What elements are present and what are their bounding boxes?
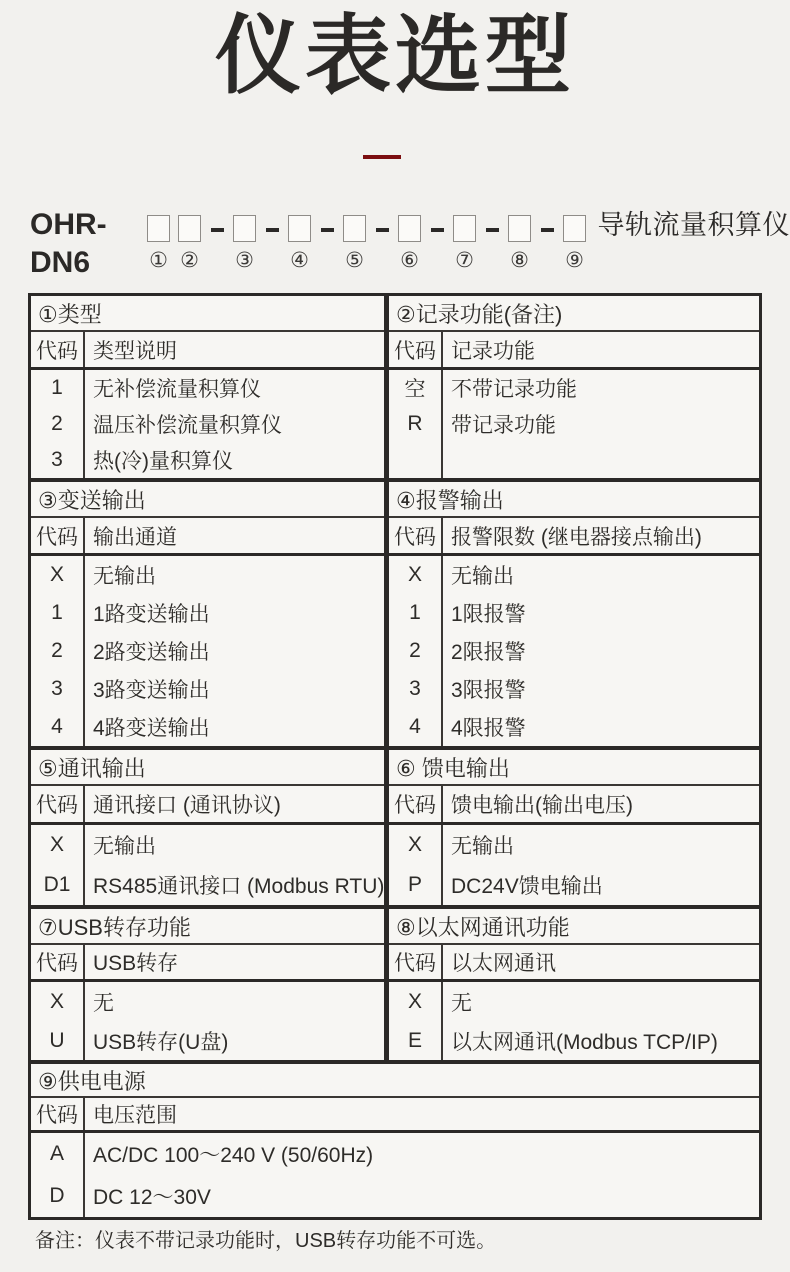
section-title: ⑥ 馈电输出 <box>389 750 759 786</box>
desc-cell: DC24V馈电输出 <box>451 875 603 898</box>
desc-header-cell: 类型说明 <box>93 339 177 363</box>
section-header-row <box>31 1098 759 1133</box>
code-cell: E <box>407 1028 422 1052</box>
desc-cell: 以太网通讯(Modbus TCP/IP) <box>451 1030 718 1054</box>
section-title: ①类型 <box>31 296 384 332</box>
model-slot-5 <box>342 206 368 272</box>
desc-cell: 温压补偿流量积算仪 <box>93 414 282 437</box>
model-dash <box>266 228 279 232</box>
section-2 <box>389 296 759 478</box>
section-5 <box>31 750 384 905</box>
code-cell: 空 <box>404 378 426 401</box>
desc-cell: 无 <box>93 991 114 1015</box>
model-slot-8 <box>507 206 533 272</box>
code-cell: 1 <box>409 601 421 624</box>
desc-header-cell: 电压范围 <box>93 1104 177 1127</box>
section-body <box>31 556 384 746</box>
model-position-number: ③ <box>235 249 254 272</box>
code-cell: 2 <box>51 412 63 435</box>
model-position-number: ① <box>149 249 168 272</box>
desc-cell: 无输出 <box>93 565 156 588</box>
section-body <box>389 370 759 478</box>
model-slot-9 <box>562 206 588 272</box>
desc-cell: 3路变送输出 <box>93 679 210 702</box>
desc-cell: 3限报警 <box>451 679 526 702</box>
model-code-box <box>343 215 366 242</box>
selection-table <box>28 293 762 1220</box>
desc-column <box>443 556 759 746</box>
page-title: 仪表选型 <box>215 8 575 104</box>
section-7 <box>31 909 384 1060</box>
code-header-cell: 代码 <box>31 1098 85 1130</box>
desc-cell: AC/DC 100～240 V (50/60Hz) <box>93 1144 374 1167</box>
code-column <box>31 556 85 746</box>
section-body <box>31 825 384 905</box>
code-column <box>389 982 443 1060</box>
model-slot-2 <box>177 206 203 272</box>
section-8 <box>389 909 759 1060</box>
section-body <box>389 982 759 1060</box>
code-column <box>389 556 443 746</box>
code-cell: A <box>49 1142 64 1165</box>
section-body <box>389 825 759 905</box>
code-cell: 3 <box>409 677 421 700</box>
section-9 <box>31 1064 759 1217</box>
code-cell: U <box>49 1028 65 1052</box>
footnote: 备注：仪表不带记录功能时，USB转存功能不可选。 <box>35 1230 497 1252</box>
table-band-3 <box>31 746 759 905</box>
desc-header-cell: 通讯接口 (通讯协议) <box>93 794 281 817</box>
desc-header-cell: 以太网通讯 <box>451 952 556 975</box>
desc-cell: 无补偿流量积算仪 <box>93 378 261 401</box>
code-cell: 1 <box>51 376 63 399</box>
table-band-2 <box>31 478 759 746</box>
section-title: ⑤通讯输出 <box>31 750 384 786</box>
code-header-cell: 代码 <box>389 518 443 553</box>
desc-column <box>443 825 759 905</box>
code-column <box>31 370 85 478</box>
desc-cell: 4限报警 <box>451 717 526 740</box>
section-title: ⑧以太网通讯功能 <box>389 909 759 945</box>
code-cell: X <box>49 563 64 586</box>
code-cell: X <box>407 563 422 586</box>
model-prefix: OHR-DN6 <box>30 208 107 279</box>
code-cell: 3 <box>51 448 63 471</box>
model-slot-1 <box>146 206 172 272</box>
model-dash <box>486 228 499 232</box>
code-header-cell: 代码 <box>31 786 85 822</box>
code-cell: X <box>49 989 64 1013</box>
section-header-row <box>31 518 384 556</box>
model-position-number: ② <box>180 249 199 272</box>
section-header-row <box>31 786 384 825</box>
model-slot-7 <box>452 206 478 272</box>
model-position-number: ⑥ <box>400 249 419 272</box>
desc-cell: 无输出 <box>451 565 514 588</box>
model-position-number: ⑤ <box>345 249 364 272</box>
desc-cell: 4路变送输出 <box>93 717 210 740</box>
model-dash <box>541 228 554 232</box>
code-header-cell: 代码 <box>389 945 443 979</box>
section-title: ④报警输出 <box>389 482 759 518</box>
title-accent-dash <box>363 155 401 159</box>
model-slot-6 <box>397 206 423 272</box>
desc-column <box>443 982 759 1060</box>
model-code-box <box>288 215 311 242</box>
model-position-number: ⑨ <box>565 249 584 272</box>
code-cell: X <box>407 989 422 1013</box>
desc-cell: 带记录功能 <box>451 414 556 437</box>
section-header-row <box>31 945 384 982</box>
desc-cell: DC 12～30V <box>93 1186 211 1209</box>
section-header-row <box>389 945 759 982</box>
code-header-cell: 代码 <box>31 518 85 553</box>
model-code-box <box>398 215 421 242</box>
desc-column <box>85 825 384 905</box>
section-header-row <box>389 786 759 825</box>
model-code-box <box>147 215 170 242</box>
model-code-box <box>453 215 476 242</box>
section-header-row <box>389 518 759 556</box>
section-1 <box>31 296 384 478</box>
code-header-cell: 代码 <box>31 945 85 979</box>
code-cell: X <box>49 833 64 856</box>
section-header-row <box>31 332 384 370</box>
model-position-number: ⑦ <box>455 249 474 272</box>
code-column <box>31 1133 85 1217</box>
table-band-4 <box>31 905 759 1060</box>
code-cell: D1 <box>43 873 71 896</box>
code-cell: 4 <box>51 715 63 738</box>
section-title: ②记录功能(备注) <box>389 296 759 332</box>
desc-column <box>85 370 384 478</box>
desc-header-cell: 输出通道 <box>93 525 177 549</box>
desc-header-cell: 报警限数 (继电器接点输出) <box>451 525 702 549</box>
model-dash <box>376 228 389 232</box>
desc-cell: 无输出 <box>93 835 156 858</box>
table-band-5 <box>31 1060 759 1217</box>
section-6 <box>389 750 759 905</box>
section-header-row <box>389 332 759 370</box>
model-code-box <box>508 215 531 242</box>
code-cell: 4 <box>409 715 421 738</box>
desc-cell: 无输出 <box>451 835 514 858</box>
code-column <box>31 825 85 905</box>
code-cell: 3 <box>51 677 63 700</box>
code-cell: R <box>407 412 423 435</box>
model-code-box <box>178 215 201 242</box>
model-slots <box>146 206 588 272</box>
code-cell: 2 <box>409 639 421 662</box>
section-title: ③变送输出 <box>31 482 384 518</box>
section-body <box>31 370 384 478</box>
code-column <box>389 825 443 905</box>
section-body <box>389 556 759 746</box>
code-cell: P <box>407 873 422 896</box>
desc-cell: 1路变送输出 <box>93 603 210 626</box>
model-dash <box>321 228 334 232</box>
desc-column <box>443 370 759 478</box>
model-position-number: ④ <box>290 249 309 272</box>
code-cell: 1 <box>51 601 63 624</box>
desc-header-cell: 记录功能 <box>451 339 535 363</box>
section-body <box>31 982 384 1060</box>
section-4 <box>389 482 759 746</box>
desc-cell: USB转存(U盘) <box>93 1030 229 1054</box>
desc-header-cell: USB转存 <box>93 952 179 975</box>
model-suffix: 导轨流量积算仪 <box>597 210 790 240</box>
model-position-number: ⑧ <box>510 249 529 272</box>
model-dash <box>211 228 224 232</box>
model-slot-3 <box>232 206 258 272</box>
code-header-cell: 代码 <box>389 786 443 822</box>
desc-cell: RS485通讯接口 (Modbus RTU) <box>93 875 385 898</box>
desc-cell: 1限报警 <box>451 603 526 626</box>
model-code-line <box>30 206 790 282</box>
code-cell: 2 <box>51 639 63 662</box>
code-header-cell: 代码 <box>389 332 443 367</box>
desc-column <box>85 556 384 746</box>
desc-column <box>85 1133 759 1217</box>
code-column <box>31 982 85 1060</box>
model-code-box <box>563 215 586 242</box>
section-title: ⑦USB转存功能 <box>31 909 384 945</box>
section-3 <box>31 482 384 746</box>
desc-cell: 热(冷)量积算仪 <box>93 450 233 473</box>
section-body <box>31 1133 759 1217</box>
section-title: ⑨供电电源 <box>31 1064 759 1098</box>
model-code-box <box>233 215 256 242</box>
desc-header-cell: 馈电输出(输出电压) <box>451 794 633 817</box>
table-band-1 <box>31 296 759 478</box>
model-dash <box>431 228 444 232</box>
code-cell: D <box>49 1184 65 1207</box>
desc-cell: 2路变送输出 <box>93 641 210 664</box>
desc-cell: 不带记录功能 <box>451 378 577 401</box>
code-cell: X <box>407 833 422 856</box>
desc-column <box>85 982 384 1060</box>
code-column <box>389 370 443 478</box>
code-header-cell: 代码 <box>31 332 85 367</box>
model-slot-4 <box>287 206 313 272</box>
desc-cell: 2限报警 <box>451 641 526 664</box>
desc-cell: 无 <box>451 991 472 1015</box>
